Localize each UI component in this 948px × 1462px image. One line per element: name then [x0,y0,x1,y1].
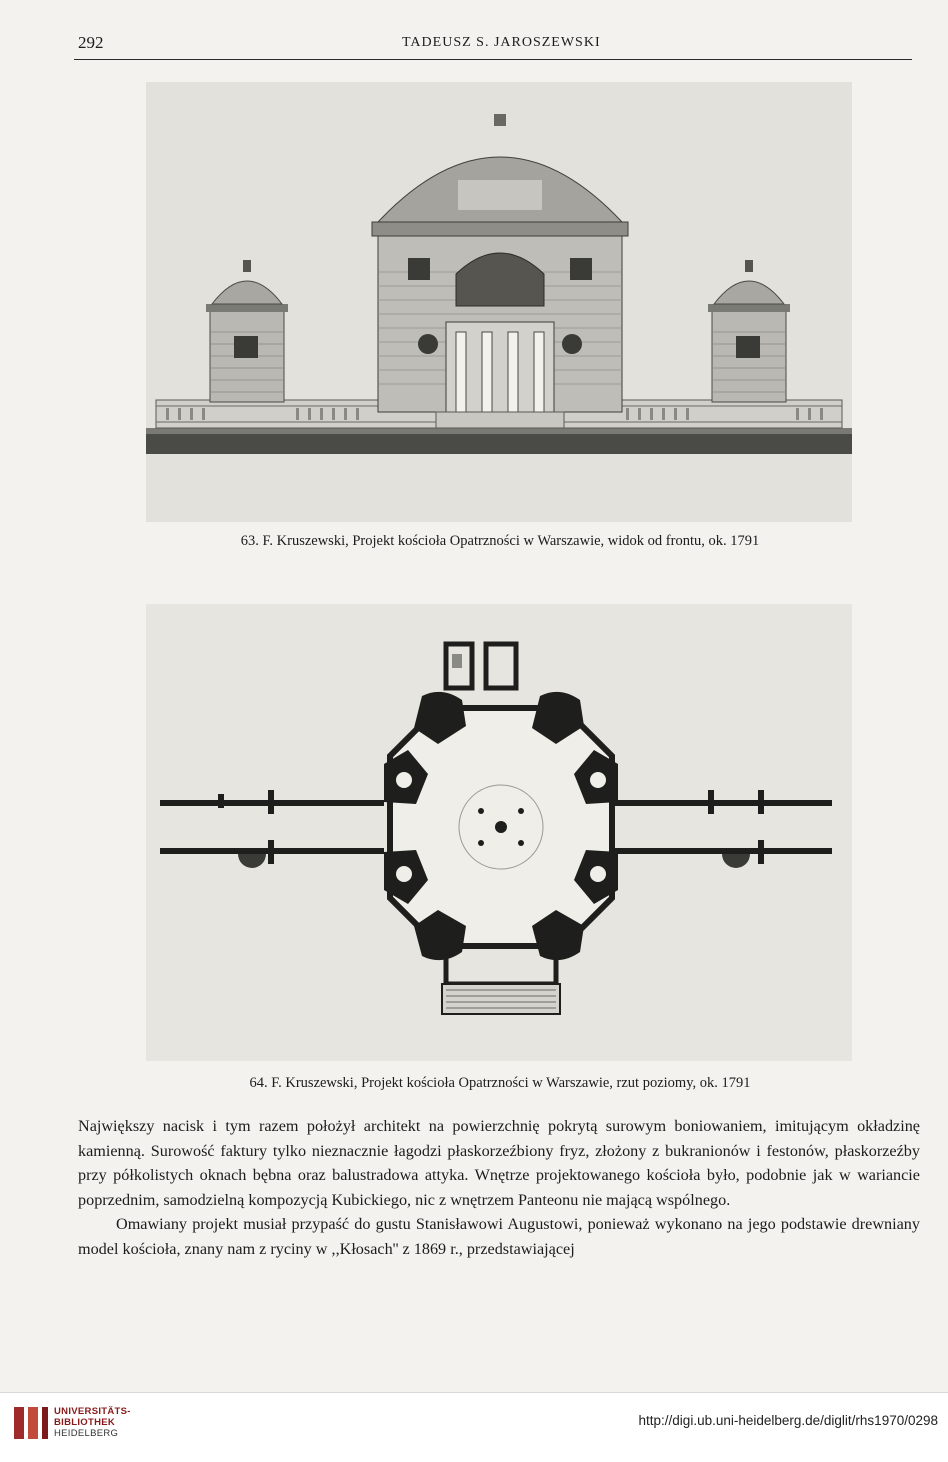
library-name [54,1406,131,1439]
library-name-line: HEIDELBERG [54,1428,119,1439]
paragraph: Omawiany projekt musiał przypaść do gustu Stanisławowi Augustowi, ponieważ wykonano na jego podstawie drewniany model kościoła, znany nam z ryciny w ,,Kłosach'' z 1869 r., przedstawiającej [78,1215,920,1258]
figure-63-caption: 63. F. Kruszewski, Projekt kościoła Opatrzności w Warszawie, widok od frontu, ok. 1791 [240,533,760,549]
running-head: TADEUSZ S. JAROSZEWSKI [402,35,601,50]
source-url-link[interactable]: http://digi.ub.uni-heidelberg.de/diglit/rhs1970/0298 [638,1413,938,1428]
figure-63-elevation [146,82,852,522]
page-header [74,30,912,60]
paragraph: Największy nacisk i tym razem położył architekt na powierzchnię pokrytą surowym boniowaniem, imitującym okładzinę kamienną. Surowość faktury tylko nieznacznie łagodzi płaskorzeźbiony fryz, złożony z bukranionów i festonów, płaskorzeźby przy półkolistych oknach bębna oraz balustradowa attyka. Wnętrze projektowanego kościoła było, podobnie jak w wariancie poprzednim, samodzielną kompozycją Kubickiego, nic z wnętrzem Panteonu nie mającą wspólnego. [78,1117,920,1209]
library-name-line: BIBLIOTHEK [54,1417,116,1428]
library-logo-icon [10,1403,50,1443]
figure-64-plan [146,604,852,1061]
page-number: 292 [78,33,104,52]
church-front-elevation-drawing [146,82,852,522]
library-name-line: UNIVERSITÄTS- [54,1406,131,1417]
page-footer [0,1392,948,1462]
figure-64-caption: 64. F. Kruszewski, Projekt kościoła Opatrzności w Warszawie, rzut poziomy, ok. 1791 [249,1075,751,1091]
body-text [78,1114,920,1261]
church-floor-plan-drawing [146,604,852,1061]
